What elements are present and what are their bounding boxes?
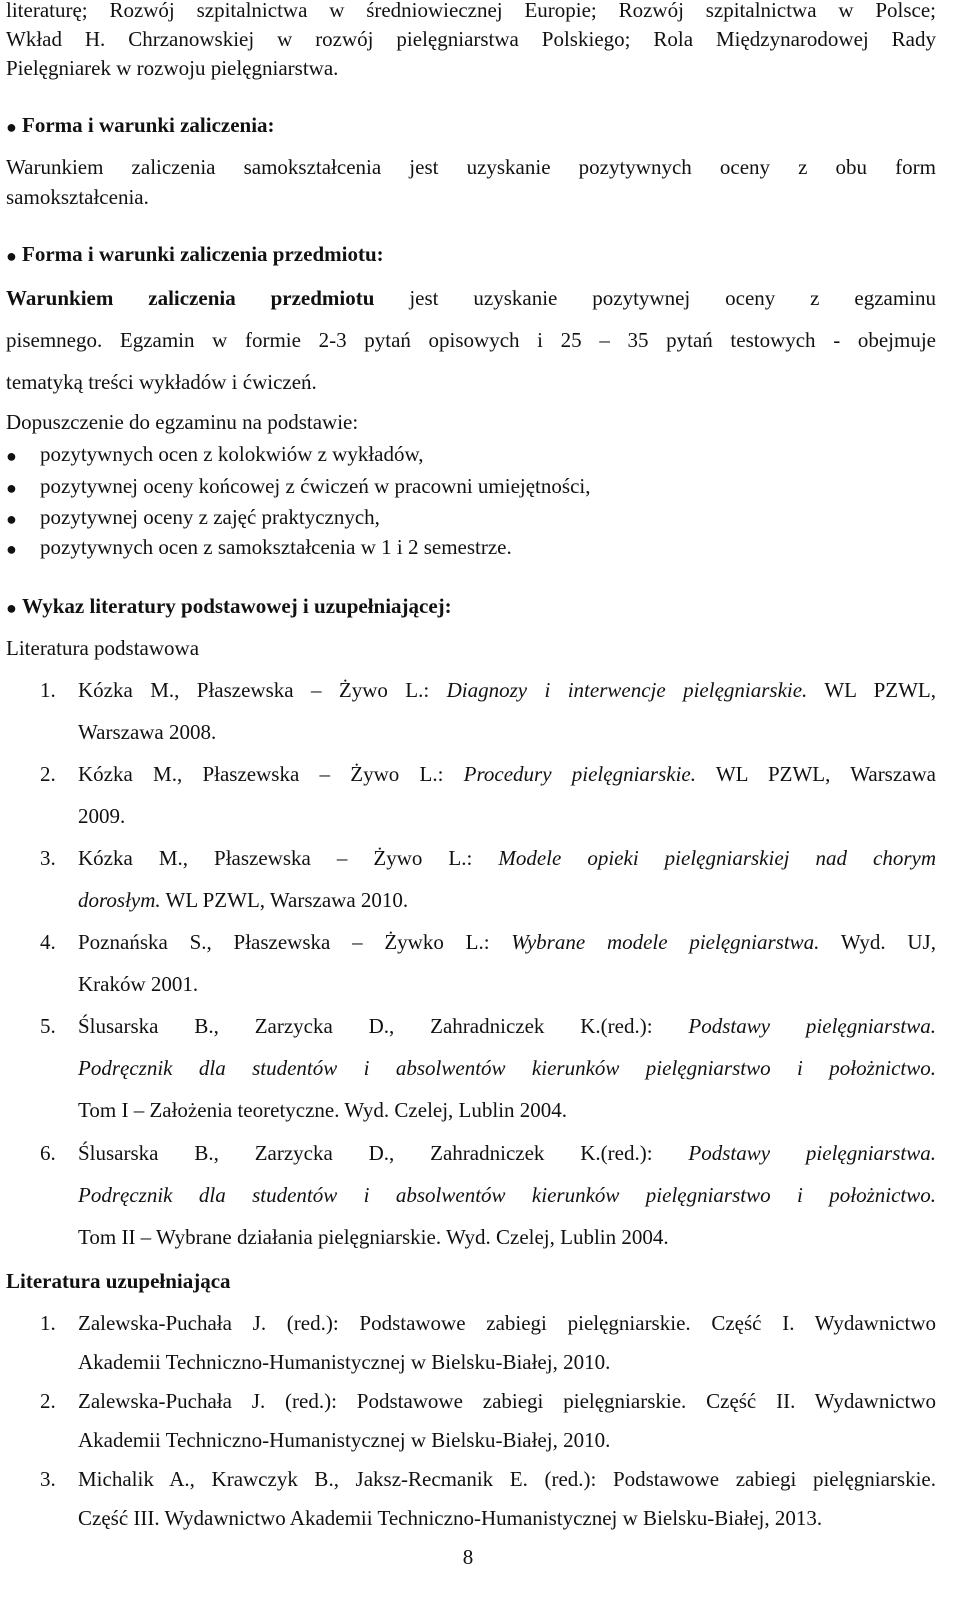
subject-line-1-bold: Warunkiem zaliczenia przedmiotu <box>6 286 375 310</box>
basic-ref-6-line-3: Tom II – Wybrane działania pielęgniarskie. Wyd. Czelej, Lublin 2004. <box>78 1225 669 1249</box>
condition-item: pozytywnej oceny z zajęć praktycznych, <box>40 505 380 529</box>
intro-line-1: literaturę; Rozwój szpitalnictwa w średniowiecznej Europie; Rozwój szpitalnictwa w Polsce; <box>6 0 936 22</box>
basic-ref-4-line-1 <box>78 930 936 954</box>
supp-ref-3-line-1: Michalik A., Krawczyk B., Jaksz-Recmanik E. (red.): Podstawowe zabiegi pielęgniarskie. <box>78 1467 936 1491</box>
ref-publisher: Wyd. UJ, <box>819 930 936 954</box>
basic-ref-3-line-2 <box>78 888 936 912</box>
basic-ref-2-line-2: 2009. <box>78 804 126 828</box>
list-number: 5. <box>40 1014 56 1038</box>
ref-title: Wybrane modele pielęgniarstwa. <box>511 930 820 954</box>
ref-publisher: WL PZWL, Warszawa 2010. <box>160 888 409 912</box>
basic-ref-3-line-1 <box>78 846 936 870</box>
section-heading-self-study: Forma i warunki zaliczenia: <box>22 113 275 137</box>
bullet-icon: ● <box>6 446 17 466</box>
ref-title: Modele opieki pielęgniarskiej nad chorym <box>498 846 936 870</box>
supplementary-literature-label: Literatura uzupełniająca <box>6 1269 231 1293</box>
ref-publisher: WL PZWL, Warszawa <box>695 762 936 786</box>
condition-item: pozytywnych ocen z kolokwiów z wykładów, <box>40 442 424 466</box>
bullet-icon: ● <box>6 598 17 618</box>
section-heading-subject: Forma i warunki zaliczenia przedmiotu: <box>22 242 384 266</box>
bullet-icon: ● <box>6 478 17 498</box>
ref-title: Podstawy pielęgniarstwa. <box>688 1141 936 1165</box>
ref-authors: Kózka M., Płaszewska – Żywo L.: <box>78 846 499 870</box>
basic-ref-5-line-3: Tom I – Założenia teoretyczne. Wyd. Czelej, Lublin 2004. <box>78 1098 568 1122</box>
section-heading-literature: Wykaz literatury podstawowej i uzupełniającej: <box>22 594 452 618</box>
ref-authors: Ślusarska B., Zarzycka D., Zahradniczek K.(red.): <box>78 1141 689 1165</box>
condition-item: pozytywnych ocen z samokształcenia w 1 i 2 semestrze. <box>40 535 512 559</box>
condition-item: pozytywnej oceny końcowej z ćwiczeń w pracowni umiejętności, <box>40 474 591 498</box>
intro-line-2: Wkład H. Chrzanowskiej w rozwój pielęgniarstwa Polskiego; Rola Międzynarodowej Rady <box>6 27 936 51</box>
admission-intro: Dopuszczenie do egzaminu na podstawie: <box>6 410 359 434</box>
supp-ref-2-line-1: Zalewska-Puchała J. (red.): Podstawowe zabiegi pielęgniarskie. Część II. Wydawnictwo <box>78 1389 936 1413</box>
basic-ref-6-line-2: Podręcznik dla studentów i absolwentów kierunków pielęgniarstwo i położnictwo. <box>78 1183 936 1207</box>
basic-ref-1-line-1 <box>78 678 936 702</box>
supp-ref-3-line-2: Część III. Wydawnictwo Akademii Techniczno-Humanistycznej w Bielsku-Białej, 2013. <box>78 1506 823 1530</box>
supp-ref-1-line-2: Akademii Techniczno-Humanistycznej w Bielsku-Białej, 2010. <box>78 1350 611 1374</box>
ref-publisher: WL PZWL, <box>807 678 936 702</box>
supp-ref-2-line-2: Akademii Techniczno-Humanistycznej w Bielsku-Białej, 2010. <box>78 1428 611 1452</box>
basic-ref-6-line-1 <box>78 1141 936 1165</box>
subject-line-1 <box>6 286 936 310</box>
ref-title: Diagnozy i interwencje pielęgniarskie. <box>446 678 808 702</box>
bullet-icon: ● <box>6 117 17 137</box>
subject-line-1-rest: jest uzyskanie pozytywnej oceny z egzaminu <box>374 286 937 310</box>
list-number: 1. <box>40 1311 56 1335</box>
subject-line-2 <box>6 328 936 352</box>
page-number: 8 <box>462 1545 474 1569</box>
ref-title-cont: dorosłym. <box>78 888 161 912</box>
basic-ref-1-line-2: Warszawa 2008. <box>78 720 217 744</box>
ref-authors: Kózka M., Płaszewska – Żywo L.: <box>78 678 447 702</box>
basic-ref-2-line-1 <box>78 762 936 786</box>
list-number: 3. <box>40 1467 56 1491</box>
ref-authors: Ślusarska B., Zarzycka D., Zahradniczek K.(red.): <box>78 1014 689 1038</box>
list-number: 6. <box>40 1141 56 1165</box>
ref-authors: Kózka M., Płaszewska – Żywo L.: <box>78 762 464 786</box>
list-number: 3. <box>40 846 56 870</box>
basic-ref-4-line-2: Kraków 2001. <box>78 972 199 996</box>
ref-title: Procedury pielęgniarskie. <box>463 762 696 786</box>
list-number: 2. <box>40 762 56 786</box>
bullet-icon: ● <box>6 246 17 266</box>
subject-line-3: tematyką treści wykładów i ćwiczeń. <box>6 370 317 394</box>
intro-line-3: Pielęgniarek w rozwoju pielęgniarstwa. <box>6 56 339 80</box>
subject-line-2-b: Egzamin w formie 2-3 pytań opisowych i 25 – 35 pytań testowych - obejmuje <box>102 328 936 352</box>
basic-ref-5-line-2: Podręcznik dla studentów i absolwentów kierunków pielęgniarstwo i położnictwo. <box>78 1056 936 1080</box>
subject-line-2-a: pisemnego. <box>6 328 103 352</box>
basic-ref-5-line-1 <box>78 1014 936 1038</box>
list-number: 4. <box>40 930 56 954</box>
ref-title: Podstawy pielęgniarstwa. <box>688 1014 936 1038</box>
bullet-icon: ● <box>6 539 17 559</box>
list-number: 2. <box>40 1389 56 1413</box>
list-number: 1. <box>40 678 56 702</box>
supp-ref-1-line-1: Zalewska-Puchała J. (red.): Podstawowe zabiegi pielęgniarskie. Część I. Wydawnictwo <box>78 1311 936 1335</box>
ref-authors: Poznańska S., Płaszewska – Żywko L.: <box>78 930 512 954</box>
bullet-icon: ● <box>6 509 17 529</box>
self-study-line-2: samokształcenia. <box>6 185 149 209</box>
basic-literature-label: Literatura podstawowa <box>6 636 200 660</box>
self-study-line-1: Warunkiem zaliczenia samokształcenia jest uzyskanie pozytywnych oceny z obu form <box>6 155 936 179</box>
